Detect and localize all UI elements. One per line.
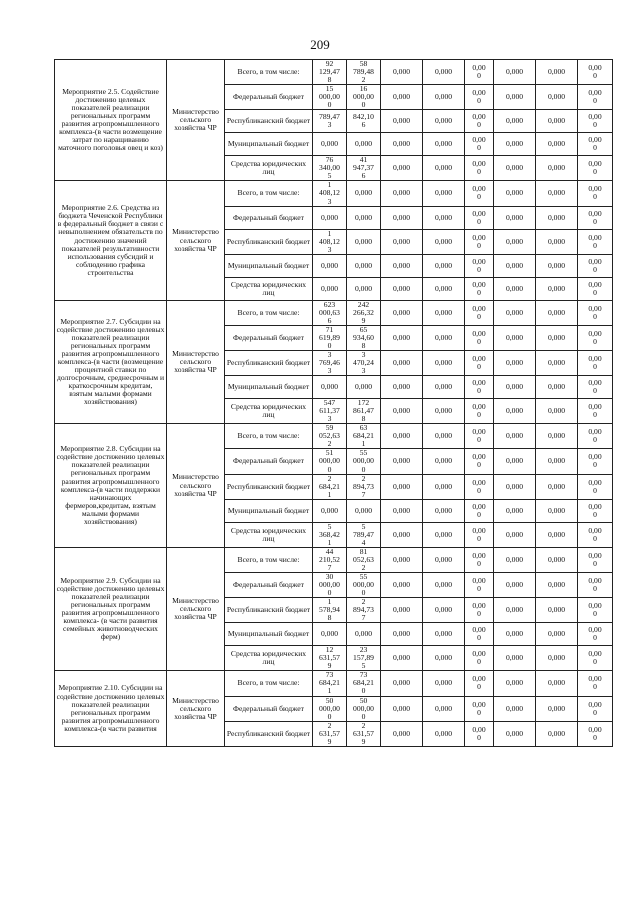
value-cell: 0,000	[381, 572, 423, 597]
value-cell: 0,000	[423, 671, 465, 696]
value-cell: 0,000	[313, 376, 347, 399]
value-cell: 0,000	[536, 325, 578, 350]
value-cell: 59 052,63 2	[313, 424, 347, 449]
funding-source: Муниципальный бюджет	[225, 376, 313, 399]
value-cell: 0,00 0	[578, 623, 613, 646]
funding-source: Средства юридических лиц	[225, 646, 313, 671]
value-cell: 0,00 0	[465, 110, 494, 133]
measure-title: Мероприятие 2.7. Субсидии на содействие достижению целевых показателей реализации региональных программ развития агропромышленного комплекса-(в части (возмещение процентной ставки по долгосрочным, среднесрочным и краткосрочным кредитам, взятым малыми формами хозяйствования)	[55, 300, 167, 424]
value-cell: 0,00 0	[465, 449, 494, 474]
value-cell: 0,000	[423, 350, 465, 375]
value-cell: 0,00 0	[578, 85, 613, 110]
value-cell: 0,000	[381, 156, 423, 181]
value-cell: 842,10 6	[347, 110, 381, 133]
executor-cell: Министерство сельского хозяйства ЧР	[167, 300, 225, 424]
funding-source: Всего, в том числе:	[225, 547, 313, 572]
table-row	[55, 300, 613, 325]
value-cell: 0,000	[347, 623, 381, 646]
funding-source: Федеральный бюджет	[225, 696, 313, 721]
value-cell: 0,000	[536, 110, 578, 133]
value-cell: 0,00 0	[465, 350, 494, 375]
value-cell: 0,000	[423, 572, 465, 597]
value-cell: 0,000	[536, 85, 578, 110]
value-cell: 0,000	[494, 598, 536, 623]
value-cell: 0,00 0	[578, 156, 613, 181]
value-cell: 0,000	[381, 522, 423, 547]
value-cell: 73 684,21 1	[313, 671, 347, 696]
value-cell: 0,000	[494, 277, 536, 300]
value-cell: 0,00 0	[465, 254, 494, 277]
value-cell: 0,000	[381, 254, 423, 277]
funding-source: Всего, в том числе:	[225, 181, 313, 206]
value-cell: 0,000	[313, 499, 347, 522]
value-cell: 0,00 0	[578, 277, 613, 300]
value-cell: 0,000	[347, 133, 381, 156]
funding-source: Муниципальный бюджет	[225, 133, 313, 156]
value-cell: 0,000	[423, 499, 465, 522]
funding-source: Средства юридических лиц	[225, 156, 313, 181]
value-cell: 0,000	[494, 300, 536, 325]
funding-source: Всего, в том числе:	[225, 60, 313, 85]
value-cell: 0,000	[536, 572, 578, 597]
value-cell: 0,000	[494, 350, 536, 375]
value-cell: 0,00 0	[578, 499, 613, 522]
value-cell: 0,000	[536, 277, 578, 300]
value-cell: 0,00 0	[578, 671, 613, 696]
value-cell: 0,00 0	[578, 133, 613, 156]
value-cell: 30 000,00 0	[313, 572, 347, 597]
value-cell: 0,000	[381, 499, 423, 522]
value-cell: 0,000	[494, 474, 536, 499]
value-cell: 0,000	[536, 229, 578, 254]
value-cell: 0,000	[536, 156, 578, 181]
value-cell: 0,000	[381, 206, 423, 229]
value-cell: 0,000	[381, 623, 423, 646]
measure-title: Мероприятие 2.9. Субсидии на содействие достижению целевых показателей реализации региональных программ развития агропромышленного комплекса- (в части развития семейных животноводческих ферм)	[55, 547, 167, 671]
value-cell: 0,000	[423, 206, 465, 229]
value-cell: 0,000	[494, 646, 536, 671]
value-cell: 0,00 0	[465, 646, 494, 671]
value-cell: 0,000	[381, 646, 423, 671]
value-cell: 0,000	[494, 60, 536, 85]
value-cell: 51 000,00 0	[313, 449, 347, 474]
value-cell: 0,000	[494, 572, 536, 597]
value-cell: 0,000	[536, 300, 578, 325]
value-cell: 0,000	[536, 350, 578, 375]
value-cell: 0,00 0	[465, 60, 494, 85]
value-cell: 41 947,37 6	[347, 156, 381, 181]
value-cell: 0,000	[536, 254, 578, 277]
value-cell: 0,000	[423, 696, 465, 721]
value-cell: 0,00 0	[578, 229, 613, 254]
value-cell: 1 408,12 3	[313, 181, 347, 206]
value-cell: 76 340,00 5	[313, 156, 347, 181]
value-cell: 44 210,52 7	[313, 547, 347, 572]
value-cell: 0,000	[494, 424, 536, 449]
measure-title: Мероприятие 2.8. Субсидии на содействие достижению целевых показателей реализации региональных программ развития агропромышленного комплекса-(в части поддержки начинающих фермеров,кредитам, взятым малыми формами хозяйствования)	[55, 424, 167, 548]
value-cell: 0,000	[536, 474, 578, 499]
value-cell: 0,000	[381, 60, 423, 85]
value-cell: 5 368,42 1	[313, 522, 347, 547]
value-cell: 0,000	[536, 499, 578, 522]
value-cell: 0,000	[494, 522, 536, 547]
table-row	[55, 60, 613, 85]
funding-source: Всего, в том числе:	[225, 300, 313, 325]
funding-source: Всего, в том числе:	[225, 671, 313, 696]
value-cell: 2 894,73 7	[347, 474, 381, 499]
value-cell: 0,000	[494, 721, 536, 746]
value-cell: 0,000	[347, 376, 381, 399]
funding-source: Республиканский бюджет	[225, 110, 313, 133]
value-cell: 0,00 0	[578, 572, 613, 597]
value-cell: 0,000	[536, 60, 578, 85]
value-cell: 16 000,00 0	[347, 85, 381, 110]
value-cell: 0,000	[347, 229, 381, 254]
value-cell: 0,000	[381, 110, 423, 133]
value-cell: 0,000	[494, 85, 536, 110]
value-cell: 0,000	[536, 696, 578, 721]
value-cell: 55 000,00 0	[347, 449, 381, 474]
value-cell: 0,000	[423, 300, 465, 325]
value-cell: 0,00 0	[578, 254, 613, 277]
value-cell: 5 789,47 4	[347, 522, 381, 547]
value-cell: 0,000	[536, 181, 578, 206]
value-cell: 0,00 0	[578, 399, 613, 424]
value-cell: 0,000	[381, 474, 423, 499]
value-cell: 3 769,46 3	[313, 350, 347, 375]
value-cell: 0,000	[423, 399, 465, 424]
value-cell: 0,00 0	[578, 300, 613, 325]
value-cell: 0,00 0	[465, 156, 494, 181]
value-cell: 0,00 0	[578, 646, 613, 671]
value-cell: 71 619,89 0	[313, 325, 347, 350]
value-cell: 0,000	[381, 721, 423, 746]
value-cell: 172 861,47 8	[347, 399, 381, 424]
value-cell: 0,000	[313, 623, 347, 646]
value-cell: 0,000	[423, 181, 465, 206]
value-cell: 0,000	[423, 277, 465, 300]
executor-cell: Министерство сельского хозяйства ЧР	[167, 671, 225, 746]
value-cell: 0,000	[494, 206, 536, 229]
funding-source: Республиканский бюджет	[225, 229, 313, 254]
value-cell: 0,000	[494, 229, 536, 254]
value-cell: 0,000	[494, 696, 536, 721]
value-cell: 0,000	[423, 449, 465, 474]
value-cell: 0,000	[381, 350, 423, 375]
value-cell: 0,000	[494, 449, 536, 474]
value-cell: 0,00 0	[465, 229, 494, 254]
value-cell: 0,000	[494, 254, 536, 277]
value-cell: 0,000	[313, 277, 347, 300]
value-cell: 0,00 0	[465, 671, 494, 696]
measure-title: Мероприятие 2.6. Средства из бюджета Чеченской Республики в федеральный бюджет в связи с невыполнением обязательств по достижению значений показателей результативности использования субсидий и соблюдению графика строительства	[55, 181, 167, 300]
value-cell: 0,000	[381, 399, 423, 424]
executor-cell: Министерство сельского хозяйства ЧР	[167, 181, 225, 300]
value-cell: 0,000	[536, 623, 578, 646]
value-cell: 1 408,12 3	[313, 229, 347, 254]
value-cell: 0,000	[494, 110, 536, 133]
value-cell: 0,00 0	[578, 598, 613, 623]
table-row	[55, 424, 613, 449]
table-row	[55, 181, 613, 206]
value-cell: 65 934,60 8	[347, 325, 381, 350]
funding-source: Республиканский бюджет	[225, 474, 313, 499]
value-cell: 0,000	[423, 721, 465, 746]
value-cell: 0,00 0	[578, 325, 613, 350]
value-cell: 0,000	[347, 499, 381, 522]
value-cell: 0,00 0	[465, 300, 494, 325]
funding-source: Федеральный бюджет	[225, 325, 313, 350]
value-cell: 789,47 3	[313, 110, 347, 133]
value-cell: 0,000	[423, 474, 465, 499]
page-number: 209	[310, 37, 330, 52]
value-cell: 0,000	[381, 133, 423, 156]
value-cell: 0,000	[423, 60, 465, 85]
value-cell: 0,00 0	[465, 399, 494, 424]
value-cell: 0,00 0	[578, 206, 613, 229]
value-cell: 0,000	[536, 671, 578, 696]
value-cell: 0,000	[313, 254, 347, 277]
value-cell: 0,000	[494, 156, 536, 181]
value-cell: 623 000,63 6	[313, 300, 347, 325]
value-cell: 0,00 0	[465, 424, 494, 449]
value-cell: 0,00 0	[578, 547, 613, 572]
value-cell: 0,000	[423, 254, 465, 277]
value-cell: 0,000	[423, 424, 465, 449]
value-cell: 0,00 0	[465, 499, 494, 522]
value-cell: 0,000	[494, 133, 536, 156]
value-cell: 0,000	[313, 206, 347, 229]
value-cell: 0,000	[381, 300, 423, 325]
value-cell: 0,000	[313, 133, 347, 156]
value-cell: 12 631,57 9	[313, 646, 347, 671]
value-cell: 0,00 0	[465, 277, 494, 300]
value-cell: 0,00 0	[578, 449, 613, 474]
value-cell: 0,00 0	[578, 474, 613, 499]
executor-cell: Министерство сельского хозяйства ЧР	[167, 547, 225, 671]
value-cell: 0,00 0	[465, 598, 494, 623]
funding-source: Республиканский бюджет	[225, 598, 313, 623]
value-cell: 0,000	[494, 399, 536, 424]
value-cell: 0,00 0	[465, 547, 494, 572]
value-cell: 2 894,73 7	[347, 598, 381, 623]
value-cell: 0,000	[536, 424, 578, 449]
value-cell: 0,00 0	[578, 110, 613, 133]
value-cell: 0,000	[423, 229, 465, 254]
funding-source: Муниципальный бюджет	[225, 623, 313, 646]
funding-source: Федеральный бюджет	[225, 206, 313, 229]
value-cell: 0,000	[423, 646, 465, 671]
value-cell: 0,00 0	[578, 60, 613, 85]
value-cell: 0,000	[381, 85, 423, 110]
value-cell: 0,000	[423, 376, 465, 399]
executor-cell: Министерство сельского хозяйства ЧР	[167, 424, 225, 548]
value-cell: 0,00 0	[465, 181, 494, 206]
value-cell: 0,000	[494, 671, 536, 696]
value-cell: 0,000	[536, 598, 578, 623]
value-cell: 0,00 0	[578, 376, 613, 399]
value-cell: 0,000	[536, 206, 578, 229]
value-cell: 2 631,57 9	[313, 721, 347, 746]
value-cell: 81 052,63 2	[347, 547, 381, 572]
value-cell: 0,000	[347, 254, 381, 277]
value-cell: 0,000	[381, 671, 423, 696]
table-row	[55, 671, 613, 696]
value-cell: 0,00 0	[465, 474, 494, 499]
value-cell: 15 000,00 0	[313, 85, 347, 110]
measure-title: Мероприятие 2.5. Содействие достижению целевых показателей реализации региональных программ развития агропромышленного комплекса-(в части возмещение затрат по наращиванию маточного поголовья овец и коз)	[55, 60, 167, 181]
value-cell: 0,000	[381, 325, 423, 350]
value-cell: 0,000	[536, 133, 578, 156]
value-cell: 0,000	[423, 598, 465, 623]
value-cell: 0,00 0	[578, 721, 613, 746]
value-cell: 0,000	[423, 85, 465, 110]
value-cell: 58 789,48 2	[347, 60, 381, 85]
table-row	[55, 547, 613, 572]
measure-title: Мероприятие 2.10. Субсидии на содействие достижению целевых показателей реализации региональных программ развития агропромышленного комплекса-(в части развития	[55, 671, 167, 746]
value-cell: 50 000,00 0	[313, 696, 347, 721]
executor-cell: Министерство сельского хозяйства ЧР	[167, 60, 225, 181]
funding-source: Средства юридических лиц	[225, 522, 313, 547]
funding-source: Всего, в том числе:	[225, 424, 313, 449]
value-cell: 0,000	[381, 181, 423, 206]
value-cell: 0,00 0	[465, 522, 494, 547]
value-cell: 63 684,21 1	[347, 424, 381, 449]
value-cell: 0,000	[494, 499, 536, 522]
value-cell: 0,000	[381, 547, 423, 572]
value-cell: 0,000	[494, 376, 536, 399]
funding-source: Средства юридических лиц	[225, 399, 313, 424]
value-cell: 2 631,57 9	[347, 721, 381, 746]
value-cell: 0,000	[494, 325, 536, 350]
budget-table	[54, 59, 613, 747]
value-cell: 0,00 0	[465, 325, 494, 350]
value-cell: 0,000	[494, 181, 536, 206]
funding-source: Муниципальный бюджет	[225, 254, 313, 277]
value-cell: 0,000	[423, 110, 465, 133]
value-cell: 23 157,89 5	[347, 646, 381, 671]
value-cell: 0,000	[381, 376, 423, 399]
value-cell: 1 578,94 8	[313, 598, 347, 623]
value-cell: 0,000	[423, 156, 465, 181]
value-cell: 0,00 0	[465, 85, 494, 110]
value-cell: 3 470,24 3	[347, 350, 381, 375]
funding-source: Федеральный бюджет	[225, 572, 313, 597]
value-cell: 0,00 0	[578, 696, 613, 721]
value-cell: 0,000	[536, 547, 578, 572]
value-cell: 0,000	[494, 623, 536, 646]
value-cell: 92 129,47 8	[313, 60, 347, 85]
value-cell: 0,000	[536, 376, 578, 399]
value-cell: 0,000	[536, 522, 578, 547]
value-cell: 2 684,21 1	[313, 474, 347, 499]
value-cell: 0,00 0	[578, 522, 613, 547]
value-cell: 0,000	[423, 522, 465, 547]
value-cell: 0,000	[494, 547, 536, 572]
funding-source: Республиканский бюджет	[225, 721, 313, 746]
value-cell: 0,000	[536, 721, 578, 746]
value-cell: 0,000	[381, 598, 423, 623]
value-cell: 0,000	[423, 623, 465, 646]
funding-source: Федеральный бюджет	[225, 85, 313, 110]
value-cell: 0,000	[423, 547, 465, 572]
value-cell: 0,00 0	[578, 424, 613, 449]
value-cell: 0,000	[381, 696, 423, 721]
value-cell: 0,000	[423, 133, 465, 156]
value-cell: 50 000,00 0	[347, 696, 381, 721]
value-cell: 0,000	[381, 449, 423, 474]
value-cell: 0,00 0	[578, 181, 613, 206]
value-cell: 0,000	[381, 229, 423, 254]
value-cell: 0,00 0	[465, 623, 494, 646]
value-cell: 547 611,37 3	[313, 399, 347, 424]
value-cell: 0,00 0	[465, 572, 494, 597]
funding-source: Федеральный бюджет	[225, 449, 313, 474]
funding-source: Муниципальный бюджет	[225, 499, 313, 522]
funding-source: Республиканский бюджет	[225, 350, 313, 375]
value-cell: 0,000	[347, 181, 381, 206]
funding-source: Средства юридических лиц	[225, 277, 313, 300]
value-cell: 0,00 0	[578, 350, 613, 375]
value-cell: 0,000	[381, 424, 423, 449]
value-cell: 0,00 0	[465, 376, 494, 399]
value-cell: 0,00 0	[465, 133, 494, 156]
value-cell: 0,000	[347, 206, 381, 229]
value-cell: 0,00 0	[465, 696, 494, 721]
value-cell: 0,000	[536, 449, 578, 474]
value-cell: 0,000	[536, 646, 578, 671]
value-cell: 55 000,00 0	[347, 572, 381, 597]
value-cell: 73 684,21 0	[347, 671, 381, 696]
value-cell: 0,000	[536, 399, 578, 424]
value-cell: 0,000	[381, 277, 423, 300]
value-cell: 0,000	[347, 277, 381, 300]
value-cell: 242 266,32 9	[347, 300, 381, 325]
value-cell: 0,000	[423, 325, 465, 350]
value-cell: 0,00 0	[465, 206, 494, 229]
value-cell: 0,00 0	[465, 721, 494, 746]
